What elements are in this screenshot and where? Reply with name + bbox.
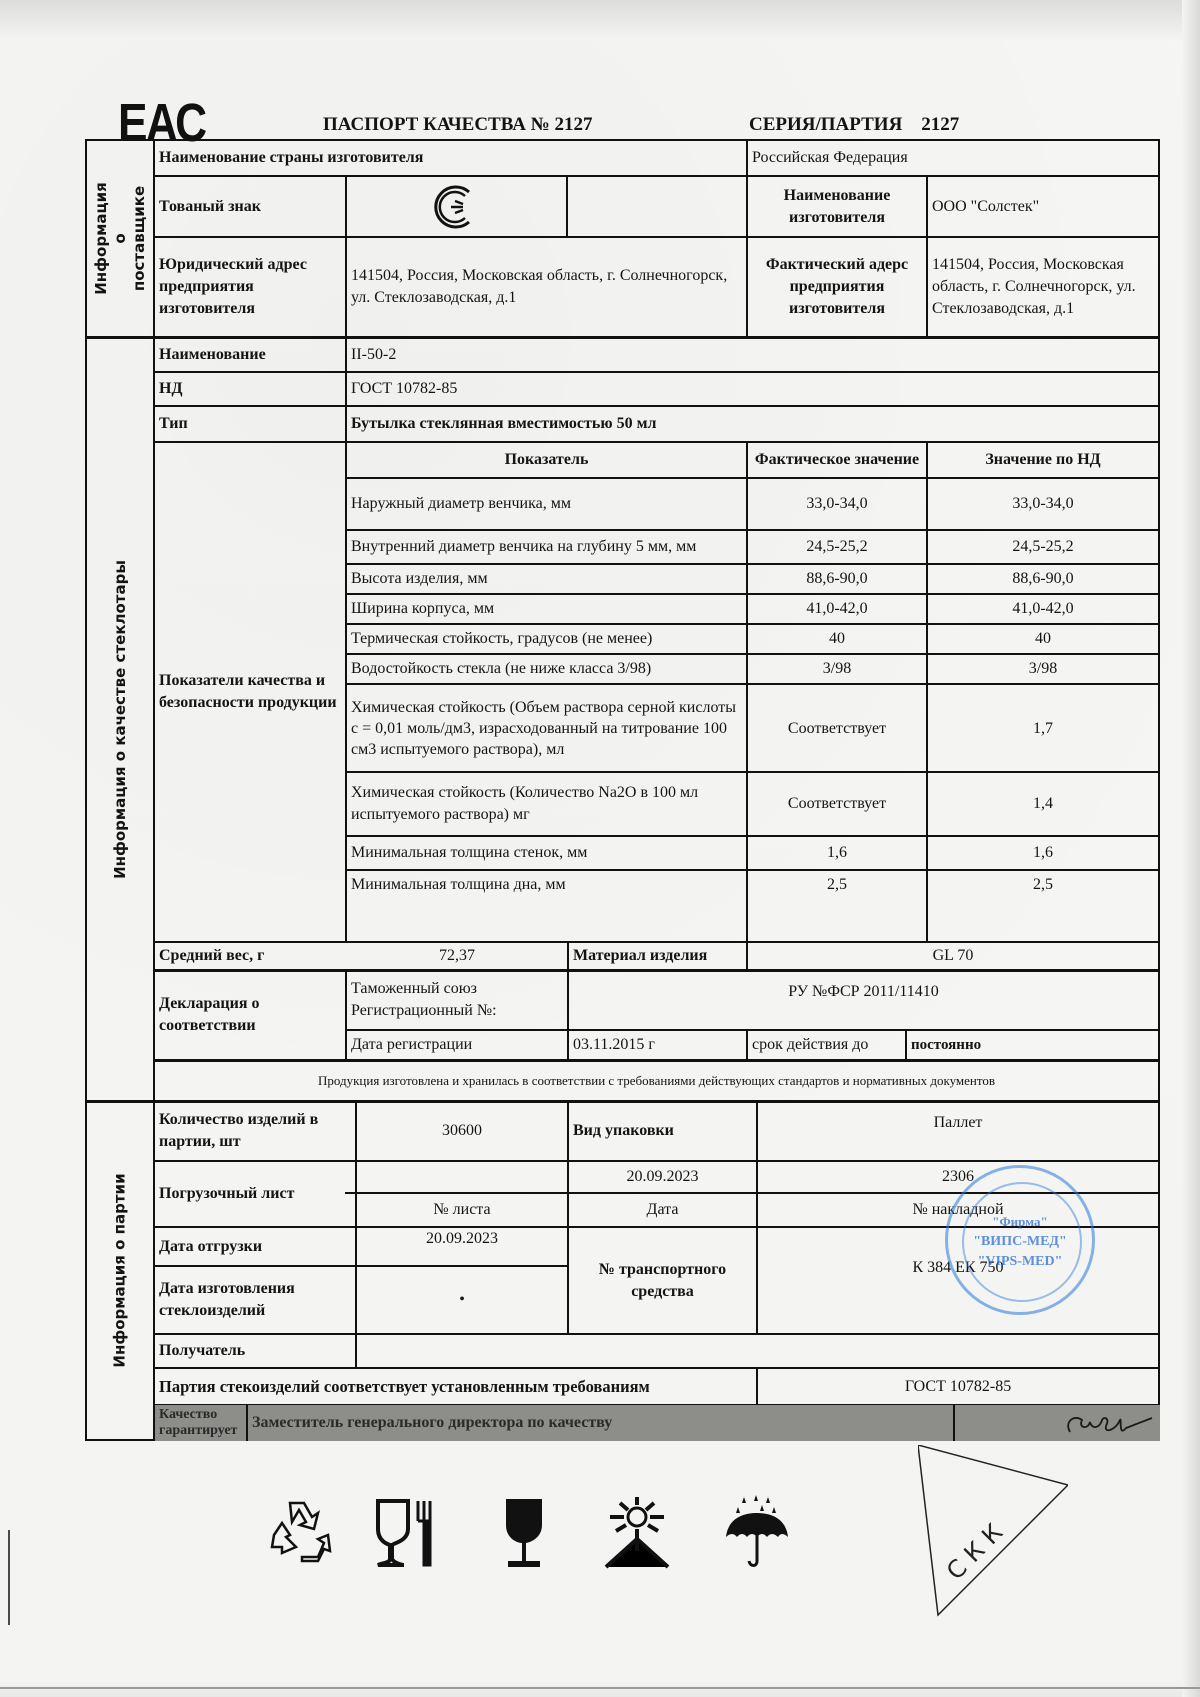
conformity-value: ГОСТ 10782-85 [904, 1377, 1012, 1395]
material-value: GL 70 [932, 947, 974, 964]
section-quality-label: Информация о качестве стеклотары [110, 559, 129, 879]
food-safe-icon [372, 1495, 442, 1570]
nd-value-cell: 24,5-25,2 [1012, 538, 1074, 555]
actual-value-cell: 1,6 [827, 844, 847, 861]
section-supplier [87, 141, 153, 336]
scan-edge [0, 0, 1200, 40]
indicator-cell: Термическая стойкость, градусов (не менее) [351, 630, 653, 647]
keep-dry-icon [722, 1495, 792, 1570]
indicator-cell: Минимальная толщина стенок, мм [351, 844, 588, 861]
ship-date-value: 20.09.2023 [426, 1230, 498, 1247]
actual-value-cell: Соответствует [787, 719, 887, 737]
qty-value: 30600 [442, 1122, 482, 1139]
mfg-date-value: • [459, 1291, 465, 1308]
trademark-label: Тованый знак [159, 197, 261, 215]
scan-edge [8, 1530, 10, 1625]
sheet-no-label: № листа [433, 1201, 491, 1218]
section-supplier-label: Информация о поставщике [91, 182, 148, 295]
stamp-line: "VIPS-MED" [977, 1254, 1063, 1269]
scan-edge [0, 1687, 1200, 1689]
section-batch-label: Информация о партии [110, 1173, 129, 1368]
legal-address-label: Юридический адрес предприятия изготовителя [159, 256, 307, 317]
nd-value-cell: 1,7 [1033, 719, 1053, 737]
indicator-cell: Наружный диаметр венчика, мм [351, 495, 571, 512]
column-header-nd: Значение по НД [985, 451, 1101, 468]
company-stamp [945, 1165, 1095, 1315]
stamp-line: "ВИПС-МЕД" [973, 1234, 1067, 1249]
actual-value-cell: 3/98 [822, 660, 852, 677]
section-batch [87, 1102, 153, 1439]
nd-value-cell: 40 [1035, 630, 1051, 647]
indicator-cell: Минимальная толщина дна, мм [351, 876, 566, 893]
actual-value-cell: 41,0-42,0 [806, 600, 868, 617]
indicator-cell: Водостойкость стекла (не ниже класса 3/98) [351, 660, 652, 677]
indicator-cell: Химическая стойкость (Объем раствора серной кислоты с = 0,01 моль/дм3, израсходованный на титрование 100 см3 испытуемого раствора), мл [351, 698, 736, 758]
actual-value-cell: 40 [829, 630, 845, 647]
conformity-label: Партия стекоизделий соответствует установленным требованиям [159, 1376, 650, 1396]
declaration-reg-label: Таможенный союз Регистрационный №: [351, 980, 497, 1019]
guarantee-value: Заместитель генерального директора по качеству [252, 1414, 613, 1431]
trademark-cell [347, 177, 566, 236]
nd-value: ГОСТ 10782-85 [351, 380, 458, 397]
fragile-icon [492, 1495, 562, 1570]
invoice-label: № накладной [912, 1201, 1004, 1218]
nd-value-cell: 3/98 [1028, 660, 1058, 677]
nd-value-cell: 1,4 [1033, 795, 1053, 812]
actual-value-cell: Соответствует [787, 795, 887, 812]
packaging-symbols [262, 1495, 862, 1575]
declaration-date-value: 03.11.2015 г [573, 1036, 655, 1053]
packaging-label: Вид упаковки [573, 1122, 674, 1139]
transport-label: № транспортного средства [598, 1260, 727, 1300]
type-value: Бутылка стеклянная вместимостью 50 мл [351, 415, 657, 432]
loading-date-label: Дата [646, 1201, 679, 1218]
product-name-label: Наименование [159, 345, 266, 363]
series-label [749, 114, 959, 136]
stamp-line: "Фирма" [992, 1214, 1048, 1229]
series-value: 2127 [921, 114, 960, 135]
divider [953, 1405, 955, 1441]
recipient-value [357, 1335, 1158, 1367]
guarantee-label: Качество гарантирует [159, 1407, 238, 1438]
actual-value-cell: 33,0-34,0 [806, 495, 868, 512]
declaration-label: Декларация о соответствии [159, 995, 260, 1034]
legal-address-value: 141504, Россия, Московская область, г. Солнечногорск, ул. Стеклозаводская, д.1 [351, 267, 728, 306]
avg-weight-value: 72,37 [439, 947, 475, 964]
trademark-empty [568, 177, 746, 236]
compliance-note: Продукция изготовлена и хранилась в соответствии с требованиями действующих стандартов и нормативных документов [317, 1072, 996, 1088]
manufacturer-label: Наименование изготовителя [783, 186, 891, 226]
validity-label: срок действия до [752, 1036, 869, 1053]
country-label: Наименование страны изготовителя [159, 149, 424, 166]
indicator-cell: Химическая стойкость (Количество Na2O в 100 мл испытуемого раствора) мг [351, 784, 699, 823]
document-title: ПАСПОРТ КАЧЕСТВА № 2127 [323, 114, 593, 135]
packaging-value: Паллет [933, 1114, 983, 1131]
keep-away-from-sunlight-icon [602, 1495, 672, 1570]
actual-value-cell: 2,5 [827, 876, 847, 893]
country-value: Российская Федерация [752, 149, 908, 166]
qty-label: Количество изделий в партии, шт [159, 1111, 319, 1150]
mfg-date-label: Дата изготовления стеклоизделий [159, 1280, 295, 1319]
nd-value-cell: 1,6 [1033, 844, 1053, 861]
declaration-date-label: Дата регистрации [351, 1036, 473, 1053]
indicator-cell: Высота изделия, мм [351, 570, 488, 587]
solstek-logo-icon [429, 182, 485, 232]
nd-value-cell: 88,6-90,0 [1012, 570, 1074, 587]
nd-label: НД [159, 380, 183, 397]
validity-value: постоянно [911, 1037, 982, 1053]
product-name-value: II-50-2 [351, 345, 397, 363]
actual-value-cell: 24,5-25,2 [806, 538, 868, 555]
recipient-label: Получатель [159, 1342, 246, 1359]
series-label-text: СЕРИЯ/ПАРТИЯ [749, 114, 903, 135]
scan-edge [1182, 0, 1200, 1697]
loading-sheet-label: Погрузочный лист [159, 1185, 295, 1202]
actual-value-cell: 88,6-90,0 [806, 570, 868, 587]
actual-address-value: 141504, Россия, Московская область, г. Солнечногорск, ул. Стеклозаводская, д.1 [932, 256, 1136, 317]
column-header-actual: Фактическое значение [754, 451, 920, 468]
avg-weight-label: Средний вес, г [159, 947, 265, 964]
indicator-cell: Ширина корпуса, мм [351, 600, 495, 617]
section-quality [87, 338, 153, 1100]
transport-value: К 384 ЕК 750 [912, 1259, 1004, 1276]
material-label: Материал изделия [573, 947, 708, 964]
sheet-no-value [357, 1162, 567, 1192]
invoice-value: 2306 [942, 1168, 974, 1185]
signature [1060, 1410, 1155, 1440]
recycle-icon [262, 1495, 332, 1570]
quality-group-label: Показатели качества и безопасности продукции [159, 672, 337, 711]
nd-value-cell: 41,0-42,0 [1012, 600, 1074, 617]
actual-address-label: Фактический адерс предприятия изготовителя [765, 256, 909, 317]
eac-mark: ЕАС [118, 93, 206, 153]
nd-value-cell: 33,0-34,0 [1012, 495, 1074, 512]
manufacturer-value: ООО "Солстек" [932, 197, 1040, 215]
column-header-indicator: Показатель [504, 451, 589, 468]
loading-date-value: 20.09.2023 [626, 1168, 699, 1185]
type-label: Тип [159, 415, 188, 432]
indicator-cell: Внутренний диаметр венчика на глубину 5 мм, мм [351, 538, 697, 555]
declaration-reg-value: РУ №ФСР 2011/11410 [788, 983, 939, 1000]
otk-stamp-text: СКК [941, 1512, 1014, 1586]
nd-value-cell: 2,5 [1033, 876, 1053, 893]
ship-date-label: Дата отгрузки [159, 1237, 263, 1255]
